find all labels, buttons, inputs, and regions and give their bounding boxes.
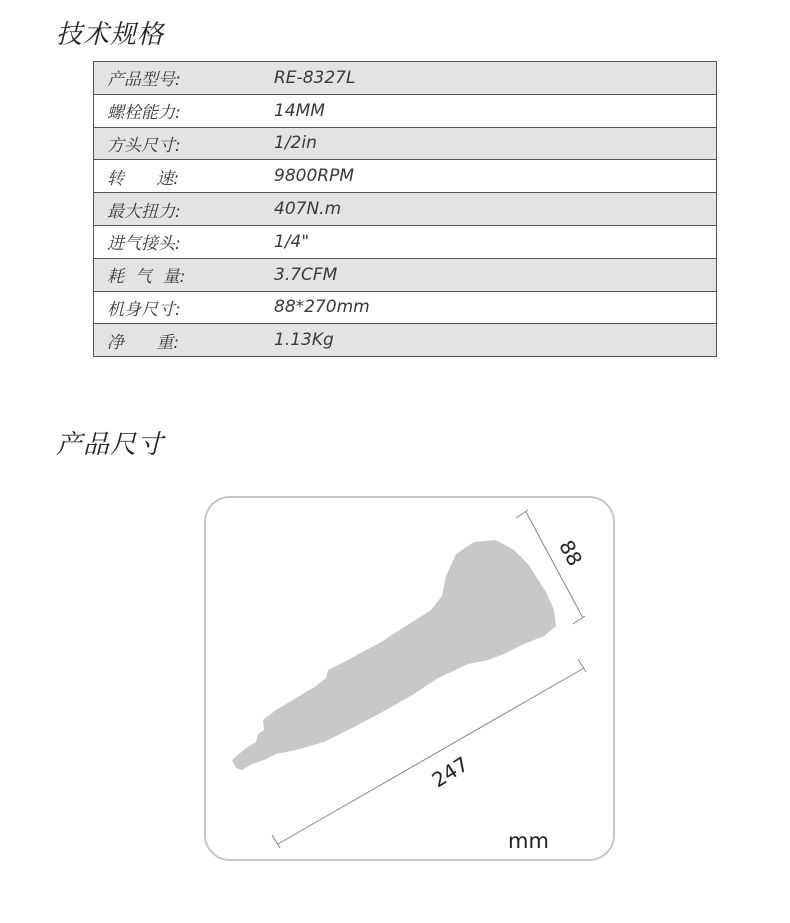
spec-section-title: 技术规格: [56, 20, 165, 50]
spec-value: 407N.m: [274, 199, 342, 220]
spec-value: 1/2in: [274, 133, 317, 154]
spec-label: 进气接头:: [107, 234, 181, 255]
spec-value: RE-8327L: [274, 67, 356, 88]
spec-value: 14MM: [274, 100, 325, 121]
size-section-title: 产品尺寸: [56, 430, 165, 460]
length-dimension-tick-left: [272, 835, 280, 848]
tool-silhouette-icon: [232, 540, 556, 770]
spec-value: 3.7CFM: [274, 264, 338, 285]
spec-label: 机身尺寸:: [107, 299, 181, 320]
spec-row-square-drive: [94, 128, 716, 161]
spec-row-model: [94, 62, 716, 95]
height-dimension-tick-bottom: [573, 616, 585, 624]
length-dimension-label: 247: [427, 751, 473, 793]
spec-label: 产品型号:: [107, 70, 181, 91]
spec-label: 方头尺寸:: [107, 135, 181, 156]
dimension-drawing: [206, 498, 615, 861]
spec-label: 最大扭力:: [107, 201, 181, 222]
spec-row-air-inlet: [94, 226, 716, 259]
spec-row-speed: [94, 160, 716, 193]
spec-label: 净 重:: [107, 332, 180, 353]
length-dimension-tick-right: [578, 659, 586, 672]
spec-table: [93, 61, 717, 357]
height-dimension-label: 88: [554, 536, 588, 570]
spec-label: 螺栓能力:: [107, 103, 181, 124]
spec-value: 88*270mm: [274, 297, 370, 318]
height-dimension-tick-top: [516, 510, 528, 518]
spec-row-air-consumption: [94, 259, 716, 292]
spec-value: 1/4": [274, 231, 310, 252]
spec-row-body-size: [94, 292, 716, 325]
spec-label: 耗 气 量:: [107, 267, 186, 288]
spec-row-bolt-capacity: [94, 95, 716, 128]
spec-row-max-torque: [94, 193, 716, 226]
spec-value: 1.13Kg: [274, 330, 334, 351]
spec-row-net-weight: [94, 324, 716, 357]
spec-label: 转 速:: [107, 168, 180, 189]
unit-label: mm: [508, 829, 549, 853]
product-dimension-diagram: [204, 496, 615, 861]
spec-value: 9800RPM: [274, 166, 354, 187]
